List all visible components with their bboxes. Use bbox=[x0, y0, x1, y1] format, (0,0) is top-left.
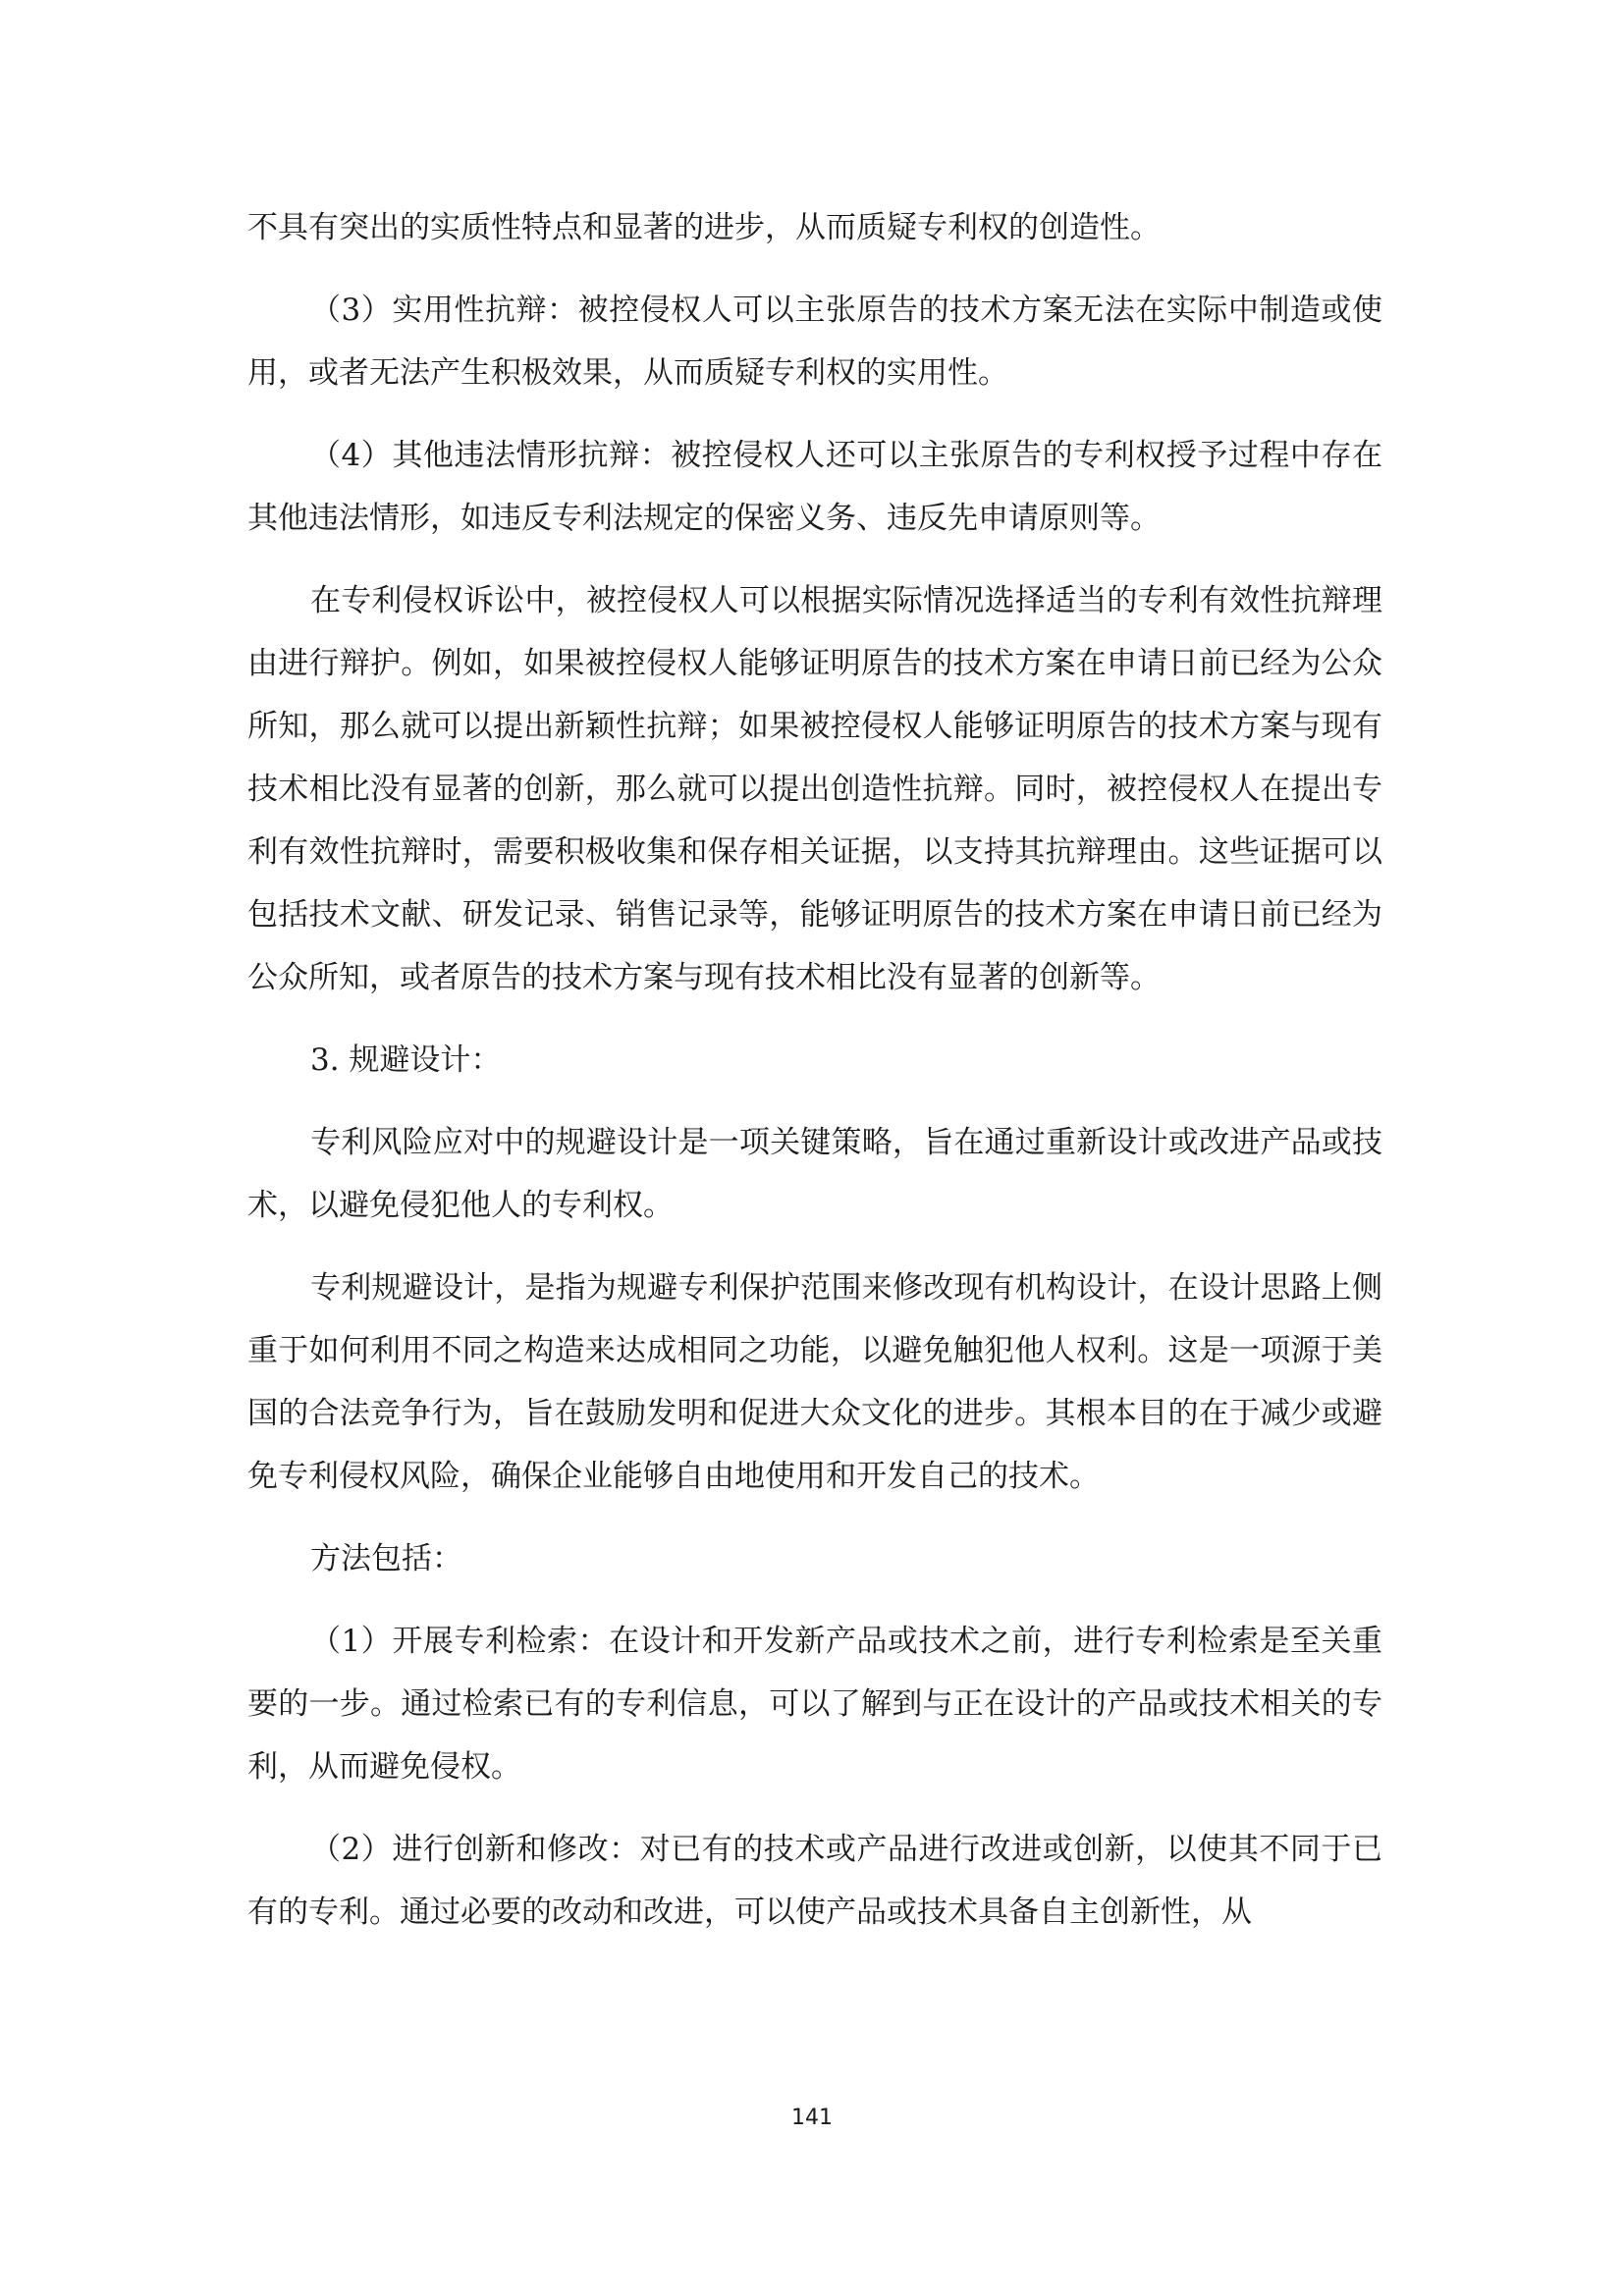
paragraph-creativity-continuation: 不具有突出的实质性特点和显著的进步，从而质疑专利权的创造性。 bbox=[247, 210, 1161, 245]
paragraph-method-patent-search: （1）开展专利检索：在设计和开发新产品或技术之前，进行专利检索是至关重要的一步。通过检索已有的专利信息，可以了解到与正在设计的产品或技术相关的专利，从而避免侵权。 bbox=[247, 1624, 1382, 1785]
paragraph-practicality-defense: （3）实用性抗辩：被控侵权人可以主张原告的技术方案无法在实际中制造或使用，或者无法产生积极效果，从而质疑专利权的实用性。 bbox=[247, 293, 1382, 391]
paragraph-design-around-intro: 专利风险应对中的规避设计是一项关键策略，旨在通过重新设计或改进产品或技术，以避免侵犯他人的专利权。 bbox=[247, 1125, 1382, 1223]
paragraph-methods-heading: 方法包括： bbox=[310, 1541, 462, 1576]
body-text bbox=[247, 196, 1382, 1944]
paragraph-method-innovation: （2）进行创新和修改：对已有的技术或产品进行改进或创新，以使其不同于已有的专利。通过必要的改动和改进，可以使产品或技术具备自主创新性，从 bbox=[247, 1832, 1382, 1930]
paragraph-other-illegality-defense: （4）其他违法情形抗辩：被控侵权人还可以主张原告的专利权授予过程中存在其他违法情形，如违反专利法规定的保密义务、违反先申请原则等。 bbox=[247, 438, 1382, 536]
section-heading-design-around: 3. 规避设计： bbox=[310, 1042, 502, 1078]
page-number: 141 bbox=[791, 2106, 833, 2130]
paragraph-design-around-definition: 专利规避设计，是指为规避专利保护范围来修改现有机构设计，在设计思路上侧重于如何利用不同之构造来达成相同之功能，以避免触犯他人权利。这是一项源于美国的合法竞争行为，旨在鼓励发明和促进大众文化的进步。其根本目的在于减少或避免专利侵权风险，确保企业能够自由地使用和开发自己的技术。 bbox=[247, 1270, 1382, 1494]
paragraph-validity-defense-strategy: 在专利侵权诉讼中，被控侵权人可以根据实际情况选择适当的专利有效性抗辩理由进行辩护。例如，如果被控侵权人能够证明原告的技术方案在申请日前已经为公众所知，那么就可以提出新颖性抗辩；如果被控侵权人能够证明原告的技术方案与现有技术相比没有显著的创新，那么就可以提出创造性抗辩。同时，被控侵权人在提出专利有效性抗辩时，需要积极收集和保存相关证据，以支持其抗辩理由。这些证据可以包括技术文献、研发记录、销售记录等，能够证明原告的技术方案在申请日前已经为公众所知，或者原告的技术方案与现有技术相比没有显著的创新等。 bbox=[247, 583, 1382, 995]
